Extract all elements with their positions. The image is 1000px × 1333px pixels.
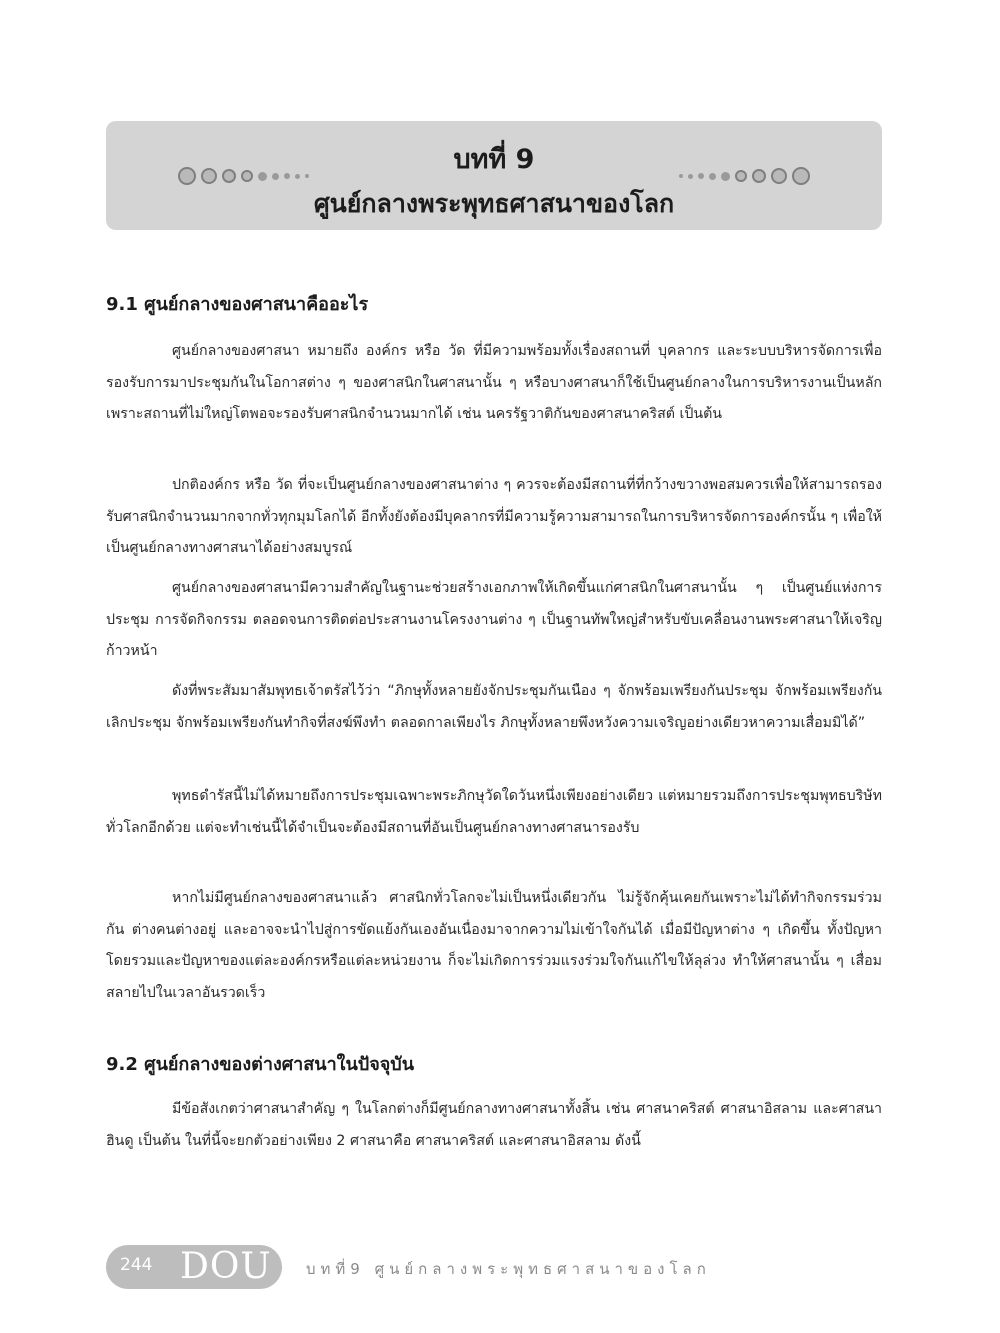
page-number: 244 <box>120 1255 153 1275</box>
paragraph: ดังที่พระสัมมาสัมพุทธเจ้าตรัสไว้ว่า “ภิกษุทั้งหลายยังจักประชุมกันเนือง ๆ จักพร้อมเพรียงกันประชุม จักพร้อมเพรียงกันเลิกประชุม จักพร้อมเพรียงกันทำกิจที่สงฆ์พึงทำ ตลอดกาลเพียงไร ภิกษุทั้งหลายพึงหวังความเจริญอย่างเดียวหาความเสื่อมมิได้” <box>106 683 882 731</box>
running-head: บทที่9 ศูนย์กลางพระพุทธศาสนาของโลก <box>306 1260 711 1278</box>
paragraph: ศูนย์กลางของศาสนามีความสำคัญในฐานะช่วยสร้างเอกภาพให้เกิดขึ้นแก่ศาสนิกในศาสนานั้น ๆ เป็นศูนย์แห่งการประชุม การจัดกิจกรรม ตลอดจนการติดต่อประสานงานโครงงานต่าง ๆ เป็นฐานทัพใหญ่สำหรับขับเคลื่อนงานพระศาสนาให้เจริญก้าวหน้า <box>106 580 882 660</box>
paragraph: พุทธดำรัสนี้ไม่ได้หมายถึงการประชุมเฉพาะพระภิกษุวัดใดวันหนึ่งเพียงอย่างเดียว แต่หมายรวมถึงการประชุมพุทธบริษัททั่วโลกอีกด้วย แต่จะทำเช่นนี้ได้จำเป็นจะต้องมีสถานที่อันเป็นศูนย์กลางทางศาสนารองรับ <box>106 788 882 836</box>
section-heading-9-2: 9.2 ศูนย์กลางของต่างศาสนาในปัจจุบัน <box>106 1054 415 1075</box>
page-footer <box>106 1245 806 1289</box>
chapter-banner <box>106 121 882 230</box>
paragraph: ศูนย์กลางของศาสนา หมายถึง องค์กร หรือ วัด ที่มีความพร้อมทั้งเรื่องสถานที่ บุคลากร และระบบบริหารจัดการเพื่อรองรับการมาประชุมกันในโอกาสต่าง ๆ ของศาสนิกในศาสนานั้น ๆ หรือบางศาสนาก็ใช้เป็นศูนย์กลางในการบริหารงานเป็นหลักเพราะสถานที่ไม่ใหญ่โตพอจะรองรับศาสนิกจำนวนมากได้ เช่น นครรัฐวาติกันของศาสนาคริสต์ เป็นต้น <box>106 343 882 423</box>
paragraph: หากไม่มีศูนย์กลางของศาสนาแล้ว ศาสนิกทั่วโลกจะไม่เป็นหนึ่งเดียวกัน ไม่รู้จักคุ้นเคยกันเพราะไม่ได้ทำกิจกรรมร่วมกัน ต่างคนต่างอยู่ และอาจจะนำไปสู่การขัดแย้งกันเองอันเนื่องมาจากความไม่เข้าใจกันได้ เมื่อมีปัญหาต่าง ๆ เกิดขึ้น ทั้งปัญหาโดยรวมและปัญหาของแต่ละองค์กรหรือแต่ละหน่วยงาน ก็จะไม่เกิดการร่วมแรงร่วมใจกันแก้ไขให้ลุล่วง ทำให้ศาสนานั้น ๆ เสื่อมสลายไปในเวลาอันรวดเร็ว <box>106 890 882 1001</box>
section-heading-9-1: 9.1 ศูนย์กลางของศาสนาคืออะไร <box>106 294 369 315</box>
page-number-badge <box>106 1245 282 1289</box>
chapter-number: บทที่ 9 <box>453 144 535 175</box>
paragraph: ปกติองค์กร หรือ วัด ที่จะเป็นศูนย์กลางของศาสนาต่าง ๆ ควรจะต้องมีสถานที่ที่กว้างขวางพอสมควรเพื่อให้สามารถรองรับศาสนิกจำนวนมากจากทั่วทุกมุมโลกได้ อีกทั้งยังต้องมีบุคลากรที่มีความรู้ความสามารถในการบริหารจัดการองค์กรนั้น ๆ เพื่อให้เป็นศูนย์กลางทางศาสนาได้อย่างสมบูรณ์ <box>106 477 882 557</box>
paragraph: มีข้อสังเกตว่าศาสนาสำคัญ ๆ ในโลกต่างก็มีศูนย์กลางทางศาสนาทั้งสิ้น เช่น ศาสนาคริสต์ ศาสนาอิสลาม และศาสนาฮินดู เป็นต้น ในที่นี้จะยกตัวอย่างเพียง 2 ศาสนาคือ ศาสนาคริสต์ และศาสนาอิสลาม ดังนี้ <box>106 1101 882 1149</box>
chapter-title: ศูนย์กลางพระพุทธศาสนาของโลก <box>313 189 675 218</box>
dou-logo: DOU <box>180 1246 272 1287</box>
